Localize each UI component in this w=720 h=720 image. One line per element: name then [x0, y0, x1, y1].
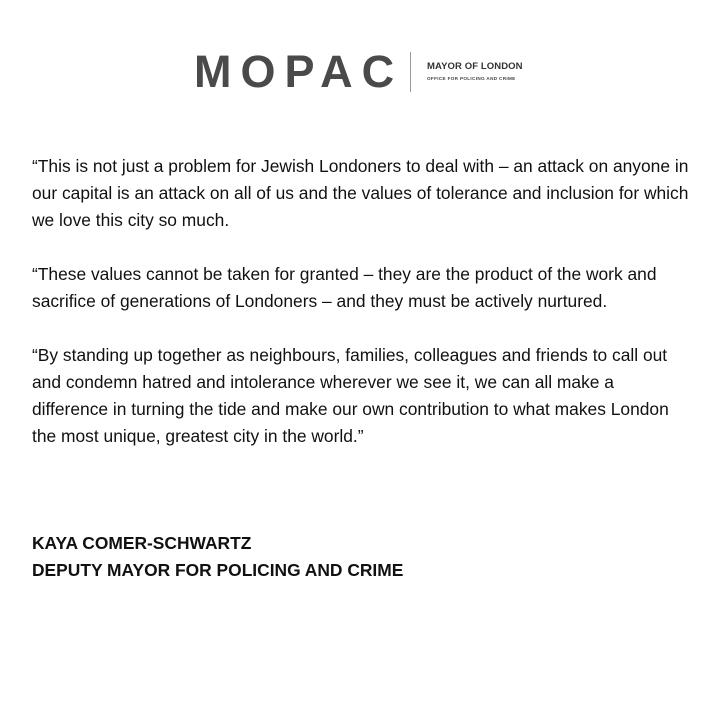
quote-paragraph: “By standing up together as neighbours, families, colleagues and friends to call out and condemn hatred and intolerance wherever we see it, we can all make a difference in turning the tide and make our own contribution to what makes London the most unique, greatest city in the world.” — [32, 345, 669, 446]
quote-paragraph: “This is not just a problem for Jewish Londoners to deal with – an attack on anyone in our capital is an attack on all of us and the values of tolerance and inclusion for which we love this city so much. — [32, 156, 689, 230]
logo-divider — [410, 52, 411, 92]
signature-role: DEPUTY MAYOR FOR POLICING AND CRIME — [32, 560, 404, 580]
signature-block — [32, 530, 692, 584]
logo-title: MAYOR OF LONDON — [427, 61, 523, 72]
logo-subtitle-block — [427, 61, 547, 83]
mopac-logo — [0, 46, 720, 97]
quote-paragraph: “These values cannot be taken for granted – they are the product of the work and sacrifice of generations of Londoners – and they must be actively nurtured. — [32, 264, 657, 311]
logo-wordmark: MOPAC — [194, 46, 404, 97]
quote-body — [32, 153, 692, 477]
signature-name: KAYA COMER-SCHWARTZ — [32, 533, 252, 553]
logo-subtitle: OFFICE FOR POLICING AND CRIME — [427, 76, 516, 81]
